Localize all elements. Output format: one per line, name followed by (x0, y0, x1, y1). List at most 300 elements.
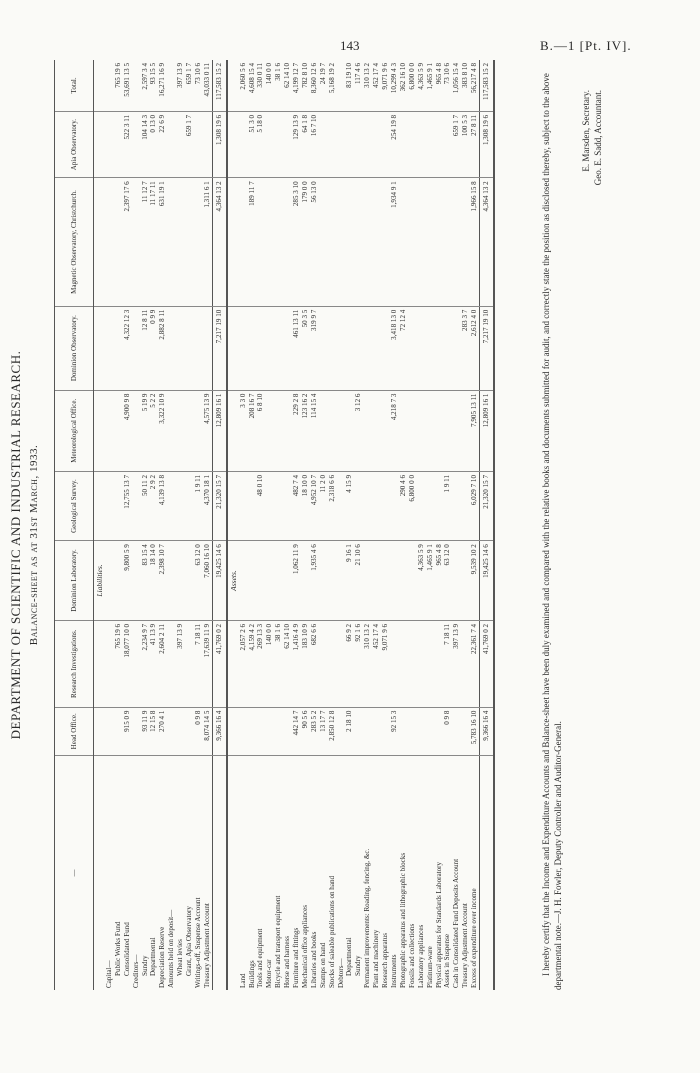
amount-cell (435, 707, 444, 755)
amount-cell (337, 60, 346, 111)
amount-cell (461, 620, 470, 707)
amount-cell (363, 178, 372, 306)
amount-cell: 2,057 2 6 (239, 620, 248, 707)
amount-cell (114, 111, 123, 177)
total-cell: 12,809 16 1 (480, 390, 494, 471)
amount-cell (408, 620, 417, 707)
amount-cell (345, 390, 354, 471)
amount-cell (248, 541, 257, 621)
row-label: Stocks of saleable publications on hand (327, 875, 336, 988)
amount-cell (283, 306, 292, 390)
section-blank (227, 707, 239, 755)
amount-cell: 43,033 0 11 (203, 60, 212, 111)
amount-cell: 140 0 0 (265, 620, 274, 707)
amount-cell (381, 390, 390, 471)
balance-sheet-table (54, 60, 495, 990)
amount-cell (337, 620, 346, 707)
amount-cell (435, 111, 444, 177)
amount-cell: 90 5 6 (301, 707, 310, 755)
total-cell: 4,364 13 2 (212, 178, 226, 306)
table-row (158, 60, 167, 990)
amount-cell: 8,074 14 5 (203, 707, 212, 755)
amount-cell (363, 306, 372, 390)
amount-cell: 270 4 1 (158, 707, 167, 755)
section-blank (227, 60, 239, 111)
amount-cell: 73 10 6 (194, 60, 203, 111)
amount-cell: 1,465 9 1 (426, 60, 435, 111)
amount-cell (443, 390, 452, 471)
amount-cell: 285 3 10 (292, 178, 301, 306)
amount-cell: 2,397 17 6 (123, 178, 132, 306)
amount-cell (452, 707, 461, 755)
row-label: Fossils and collections (407, 923, 416, 988)
row-label: Depreciation Reserve (158, 926, 167, 988)
amount-cell: 51 3 0 (248, 111, 257, 177)
amount-cell (337, 541, 346, 621)
amount-cell (203, 306, 212, 390)
amount-cell: 6,800 0 0 (408, 472, 417, 541)
table-row (399, 60, 408, 990)
amount-cell: 4,900 9 8 (123, 390, 132, 471)
amount-cell: 631 19 1 (158, 178, 167, 306)
amount-cell: 2,597 3 4 (141, 60, 150, 111)
header-label-column: — (55, 756, 94, 991)
amount-cell (239, 707, 248, 755)
column-header: Geological Survey. (55, 472, 94, 541)
table-row (461, 60, 470, 990)
section-heading-row (227, 60, 239, 990)
row-label: Cash in Consolidated Fund Deposits Account (452, 858, 461, 988)
amount-cell (265, 541, 274, 621)
amount-cell: 3,418 13 0 (390, 306, 399, 390)
total-row (480, 60, 494, 990)
amount-cell: 11 2 0 (319, 472, 328, 541)
amount-cell (194, 178, 203, 306)
amount-cell (239, 541, 248, 621)
amount-cell (435, 306, 444, 390)
amount-cell: 12 8 11 (141, 306, 150, 390)
table-row (114, 60, 123, 990)
amount-cell: 56 13 0 (310, 178, 319, 306)
table-body (94, 60, 494, 990)
row-label: Laboratory appliances (416, 924, 425, 988)
amount-cell: 183 10 9 (301, 620, 310, 707)
amount-cell: 442 14 7 (292, 707, 301, 755)
amount-cell (319, 620, 328, 707)
amount-cell (283, 111, 292, 177)
amount-cell: 16,271 16 9 (158, 60, 167, 111)
row-label: Wheat levies (176, 939, 185, 976)
table-row (239, 60, 248, 990)
section-blank (94, 472, 105, 541)
amount-cell: 9,071 9 6 (381, 60, 390, 111)
amount-cell: 1,416 4 9 (292, 620, 301, 707)
row-label: Stamps on hand (318, 942, 327, 988)
section-blank (227, 111, 239, 177)
section-spacer (94, 756, 105, 991)
amount-cell (452, 306, 461, 390)
amount-cell (274, 390, 283, 471)
amount-cell (167, 60, 176, 111)
amount-cell (132, 707, 141, 755)
amount-cell (265, 472, 274, 541)
amount-cell: 2,612 4 0 (470, 306, 479, 390)
amount-cell: 62 14 10 (283, 60, 292, 111)
amount-cell: 2 18 10 (345, 707, 354, 755)
amount-cell (274, 541, 283, 621)
amount-cell (114, 707, 123, 755)
amount-cell: 208 16 7 (248, 390, 257, 471)
table-row (417, 60, 426, 990)
amount-cell: 83 15 4 (141, 541, 150, 621)
amount-cell: 1,935 4 6 (310, 541, 319, 621)
amount-cell (283, 472, 292, 541)
amount-cell: 4,952 10 7 (310, 472, 319, 541)
table-row (248, 60, 257, 990)
amount-cell: 104 14 3 (141, 111, 150, 177)
total-label (212, 756, 226, 991)
amount-cell: 18 10 0 (301, 472, 310, 541)
amount-cell: 4 15 9 (345, 472, 354, 541)
amount-cell (167, 306, 176, 390)
amount-cell: 1,056 15 4 (452, 60, 461, 111)
amount-cell (132, 178, 141, 306)
amount-cell: 482 7 4 (292, 472, 301, 541)
amount-cell: 397 13 9 (176, 620, 185, 707)
amount-cell (328, 541, 337, 621)
table-row (381, 60, 390, 990)
amount-cell (105, 390, 114, 471)
amount-cell (185, 306, 194, 390)
table-row (319, 60, 328, 990)
amount-cell (239, 111, 248, 177)
table-row (390, 60, 399, 990)
amount-cell: 92 15 3 (390, 707, 399, 755)
amount-cell (283, 178, 292, 306)
amount-cell (354, 306, 363, 390)
amount-cell (105, 178, 114, 306)
row-label: Buildings (247, 960, 256, 988)
amount-cell: 4,363 5 9 (417, 60, 426, 111)
amount-cell: 397 13 9 (176, 60, 185, 111)
amount-cell (337, 178, 346, 306)
total-cell: 117,583 15 2 (212, 60, 226, 111)
amount-cell: 53,691 13 5 (123, 60, 132, 111)
total-cell: 12,809 16 1 (212, 390, 226, 471)
amount-cell (265, 707, 274, 755)
row-label: Land (238, 973, 247, 988)
amount-cell (435, 178, 444, 306)
section-blank (94, 178, 105, 306)
total-cell: 41,769 0 2 (480, 620, 494, 707)
amount-cell: 1,934 9 1 (390, 178, 399, 306)
amount-cell (345, 111, 354, 177)
audit-certificate: I hereby certify that the Income and Expenditure Accounts and Balance-sheet have been duly examined and compared with the relative books and documents submitted for audit, and correctly state the position as disclosed thereby, subject to the above departmental note.—J. H. Fowler, Deputy Controller and Auditor-General. (541, 73, 563, 990)
amount-cell: 5 18 0 (256, 111, 265, 177)
amount-cell: 123 16 2 (301, 390, 310, 471)
amount-cell: 129 13 9 (292, 111, 301, 177)
amount-cell (265, 178, 274, 306)
section-blank (94, 111, 105, 177)
amount-cell: 92 1 6 (354, 620, 363, 707)
amount-cell (239, 178, 248, 306)
table-row (337, 60, 346, 990)
amount-cell (435, 472, 444, 541)
amount-cell (345, 306, 354, 390)
amount-cell: 2,234 9 7 (141, 620, 150, 707)
row-label: Grant, Apia Observatory (185, 906, 194, 976)
amount-cell (105, 472, 114, 541)
amount-cell: 965 4 8 (435, 60, 444, 111)
rotated-balance-sheet (0, 40, 700, 1050)
amount-cell (185, 390, 194, 471)
table-row (426, 60, 435, 990)
table-row (265, 60, 274, 990)
amount-cell (176, 390, 185, 471)
amount-cell (408, 306, 417, 390)
amount-cell: 11 12 7 (141, 178, 150, 306)
amount-cell: 2,604 2 11 (158, 620, 167, 707)
amount-cell (283, 707, 292, 755)
row-label: Assets in Suspense (443, 934, 452, 988)
amount-cell: 38 1 6 (274, 620, 283, 707)
amount-cell: 9 16 1 (345, 541, 354, 621)
table-row (292, 60, 301, 990)
amount-cell (176, 178, 185, 306)
amount-cell (372, 178, 381, 306)
amount-cell: 1,311 6 1 (203, 178, 212, 306)
amount-cell (185, 707, 194, 755)
row-label: Creditors— (131, 954, 140, 988)
table-row (363, 60, 372, 990)
amount-cell: 915 0 9 (123, 707, 132, 755)
amount-cell (363, 390, 372, 471)
amount-cell (239, 306, 248, 390)
amount-cell (399, 541, 408, 621)
amount-cell: 50 11 2 (141, 472, 150, 541)
amount-cell (345, 178, 354, 306)
amount-cell (114, 541, 123, 621)
amount-cell: 17,639 11 9 (203, 620, 212, 707)
table-row (203, 60, 212, 990)
amount-cell (417, 111, 426, 177)
amount-cell: 362 16 10 (399, 60, 408, 111)
amount-cell: 13 17 7 (319, 707, 328, 755)
amount-cell: 114 15 4 (310, 390, 319, 471)
amount-cell: 3 3 0 (239, 390, 248, 471)
total-cell: 9,366 16 4 (212, 707, 226, 755)
table-row (301, 60, 310, 990)
amount-cell: 1 9 11 (443, 472, 452, 541)
amount-cell (461, 707, 470, 755)
amount-cell (399, 707, 408, 755)
amount-cell (132, 111, 141, 177)
row-label: Amounts held on deposit— (167, 909, 176, 988)
amount-cell: 62 14 10 (283, 620, 292, 707)
amount-cell: 7 18 11 (443, 620, 452, 707)
amount-cell: 64 1 8 (301, 111, 310, 177)
amount-cell (443, 306, 452, 390)
amount-cell: 38 1 6 (274, 60, 283, 111)
amount-cell (105, 111, 114, 177)
amount-cell (372, 111, 381, 177)
amount-cell: 4,608 15 4 (248, 60, 257, 111)
amount-cell (132, 620, 141, 707)
amount-cell (399, 111, 408, 177)
amount-cell (372, 472, 381, 541)
amount-cell: 4,159 4 2 (248, 620, 257, 707)
amount-cell: 9,071 9 6 (381, 620, 390, 707)
table-row (354, 60, 363, 990)
amount-cell (417, 472, 426, 541)
amount-cell (372, 306, 381, 390)
amount-cell (417, 620, 426, 707)
row-label: Departmental (149, 937, 158, 976)
amount-cell: 2,060 5 6 (239, 60, 248, 111)
table-row (310, 60, 319, 990)
table-header-row (55, 60, 94, 990)
table-row (105, 60, 114, 990)
column-header: Head Office. (55, 707, 94, 755)
amount-cell (239, 472, 248, 541)
amount-cell (372, 390, 381, 471)
amount-cell: 522 3 11 (123, 111, 132, 177)
amount-cell: 659 1 7 (452, 111, 461, 177)
amount-cell: 319 9 7 (310, 306, 319, 390)
amount-cell: 12,755 13 7 (123, 472, 132, 541)
total-cell: 21,320 15 7 (212, 472, 226, 541)
amount-cell: 24 19 7 (319, 60, 328, 111)
row-label: Writings-off, Suspense Account (193, 897, 202, 988)
amount-cell (452, 541, 461, 621)
amount-cell: 682 6 6 (310, 620, 319, 707)
amount-cell (381, 472, 390, 541)
row-label: Photographic apparatus and lithographic blocks (398, 852, 407, 988)
column-header: Meteorological Office. (55, 390, 94, 471)
amount-cell (426, 306, 435, 390)
amount-cell (265, 390, 274, 471)
amount-cell (461, 541, 470, 621)
table-row (132, 60, 141, 990)
amount-cell (426, 707, 435, 755)
amount-cell (381, 178, 390, 306)
amount-cell (461, 390, 470, 471)
amount-cell (399, 390, 408, 471)
amount-cell (328, 390, 337, 471)
row-label: Instruments (390, 954, 398, 988)
row-label: Tools and equipment (256, 928, 265, 988)
amount-cell (417, 178, 426, 306)
amount-cell (319, 306, 328, 390)
amount-cell (176, 111, 185, 177)
amount-cell (408, 390, 417, 471)
amount-cell (194, 390, 203, 471)
table-row (372, 60, 381, 990)
column-header: Dominion Observatory. (55, 306, 94, 390)
amount-cell: 18,077 10 0 (123, 620, 132, 707)
amount-cell: 310 13 2 (363, 620, 372, 707)
amount-cell: 2,850 12 8 (328, 707, 337, 755)
amount-cell: 3 12 6 (354, 390, 363, 471)
section-spacer (227, 756, 239, 991)
amount-cell: 11 17 11 (149, 178, 158, 306)
table-row (185, 60, 194, 990)
amount-cell: 16 7 10 (310, 111, 319, 177)
row-label: Debtors— (336, 958, 345, 988)
amount-cell: 3,322 10 9 (158, 390, 167, 471)
table-row (274, 60, 283, 990)
amount-cell: 6,800 0 0 (408, 60, 417, 111)
amount-cell (203, 111, 212, 177)
amount-cell (461, 178, 470, 306)
amount-cell: 189 11 7 (248, 178, 257, 306)
total-cell: 7,217 19 10 (480, 306, 494, 390)
amount-cell (319, 178, 328, 306)
amount-cell (452, 178, 461, 306)
amount-cell (399, 620, 408, 707)
amount-cell: 4,370 18 1 (203, 472, 212, 541)
section-blank (227, 178, 239, 306)
amount-cell (274, 306, 283, 390)
section-blank (227, 390, 239, 471)
amount-cell (167, 472, 176, 541)
amount-cell (167, 707, 176, 755)
amount-cell (132, 472, 141, 541)
amount-cell (185, 541, 194, 621)
total-cell: 41,769 0 2 (212, 620, 226, 707)
row-label: Capital— (104, 960, 113, 988)
amount-cell (381, 541, 390, 621)
amount-cell: 179 0 0 (301, 178, 310, 306)
total-cell: 117,583 15 2 (480, 60, 494, 111)
row-label: Plant and machinery (372, 929, 381, 988)
row-label: Public Works Fund (113, 921, 122, 976)
amount-cell (426, 178, 435, 306)
amount-cell (248, 306, 257, 390)
total-cell: 9,366 16 4 (480, 707, 494, 755)
amount-cell (194, 111, 203, 177)
amount-cell (167, 620, 176, 707)
amount-cell (274, 178, 283, 306)
total-cell: 1,308 19 6 (212, 111, 226, 177)
table-row (167, 60, 176, 990)
total-label (480, 756, 494, 991)
table-row (194, 60, 203, 990)
amount-cell (105, 306, 114, 390)
amount-cell (328, 306, 337, 390)
amount-cell: 782 8 10 (301, 60, 310, 111)
amount-cell (274, 472, 283, 541)
document-title: DEPARTMENT OF SCIENTIFIC AND INDUSTRIAL RESEARCH. (8, 350, 23, 740)
row-label: Departmental (345, 937, 354, 976)
amount-cell: 7,905 13 11 (470, 390, 479, 471)
amount-cell (408, 111, 417, 177)
amount-cell (319, 390, 328, 471)
total-cell: 19,425 14 6 (480, 541, 494, 621)
amount-cell: 56,217 4 8 (470, 60, 479, 111)
amount-cell (363, 707, 372, 755)
section-heading: Assets. (227, 541, 239, 621)
amount-cell (105, 60, 114, 111)
signature-accountant: Geo. E. Sadd, Accountant. (593, 90, 603, 186)
amount-cell: 0 9 9 (149, 306, 158, 390)
amount-cell (176, 541, 185, 621)
amount-cell (443, 178, 452, 306)
page-reference: B.—1 [Pt. IV]. (540, 38, 632, 53)
amount-cell (283, 541, 292, 621)
amount-cell (372, 707, 381, 755)
amount-cell: 8,360 12 6 (310, 60, 319, 111)
